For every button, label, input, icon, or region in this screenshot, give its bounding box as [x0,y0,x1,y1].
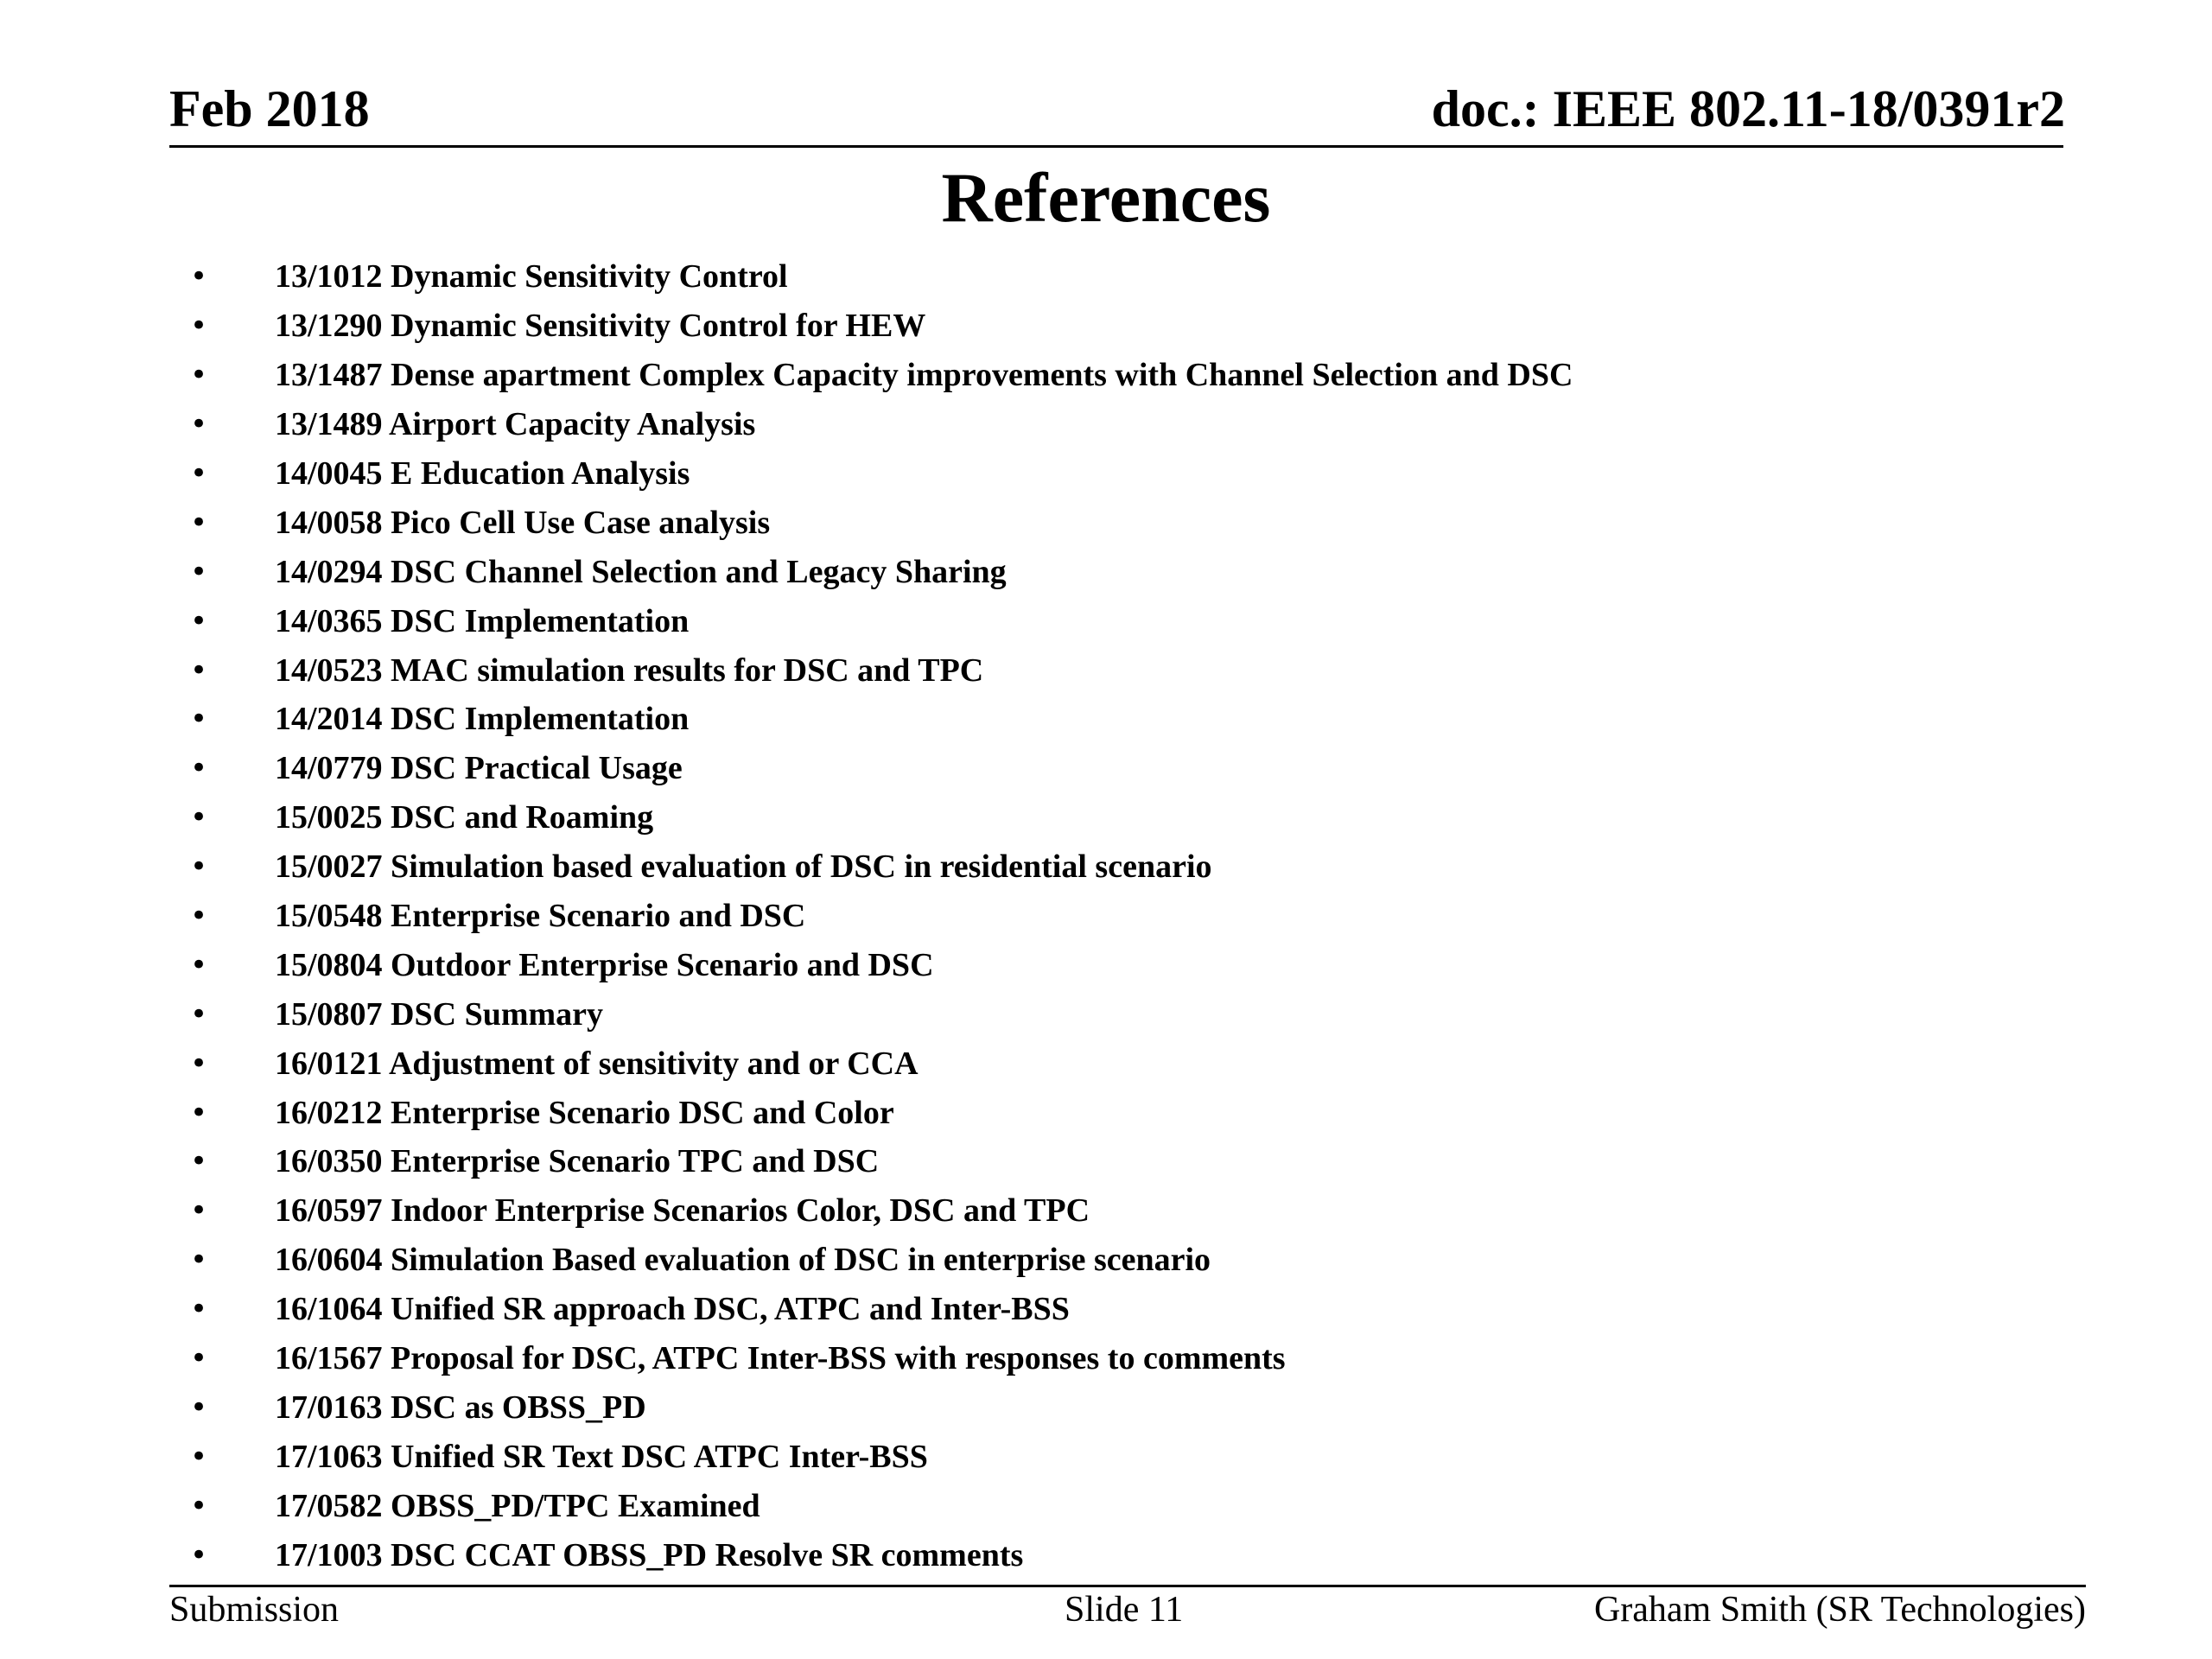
bullet-icon: • [190,1144,208,1179]
reference-item [169,1432,1573,1481]
reference-text: 16/0212 Enterprise Scenario DSC and Color [275,1094,894,1131]
reference-text: 14/0294 DSC Channel Selection and Legacy Sharing [275,553,1007,590]
bullet-icon: • [190,652,208,688]
reference-text: 17/1063 Unified SR Text DSC ATPC Inter-BSS [275,1438,928,1475]
reference-text: 14/0045 E Education Analysis [275,455,690,492]
header-doc-id: doc.: IEEE 802.11-18/0391r2 [1431,80,2065,137]
reference-item [169,498,1573,547]
bullet-icon: • [190,603,208,639]
reference-text: 14/0523 MAC simulation results for DSC and TPC [275,652,984,689]
bullet-icon: • [190,800,208,836]
reference-text: 13/1012 Dynamic Sensitivity Control [275,258,788,296]
reference-text: 15/0548 Enterprise Scenario and DSC [275,898,806,935]
reference-text: 13/1489 Airport Capacity Analysis [275,406,756,443]
bullet-icon: • [190,1095,208,1130]
header-divider [169,145,2063,148]
reference-item [169,252,1573,302]
footer-slide-number: Slide 11 [1065,1590,1184,1630]
reference-item [169,1236,1573,1285]
reference-text: 16/0597 Indoor Enterprise Scenarios Color, DSC and TPC [275,1192,1090,1230]
bullet-icon: • [190,554,208,589]
reference-text: 15/0027 Simulation based evaluation of DSC in residential scenario [275,849,1212,886]
reference-text: 15/0804 Outdoor Enterprise Scenario and DSC [275,946,934,983]
reference-item [169,449,1573,499]
bullet-icon: • [190,1341,208,1376]
bullet-icon: • [190,751,208,786]
reference-item [169,1530,1573,1580]
bullet-icon: • [190,1439,208,1474]
reference-item [169,989,1573,1039]
reference-text: 14/0365 DSC Implementation [275,602,690,639]
reference-item [169,1088,1573,1137]
bullet-icon: • [190,996,208,1032]
reference-item [169,793,1573,842]
bullet-icon: • [190,899,208,934]
reference-text: 14/2014 DSC Implementation [275,701,690,738]
bullet-icon: • [190,1243,208,1278]
bullet-icon: • [190,1389,208,1425]
bullet-icon: • [190,1537,208,1573]
reference-item [169,892,1573,941]
reference-item [169,1039,1573,1088]
footer-divider [169,1585,2086,1587]
bullet-icon: • [190,702,208,737]
bullet-icon: • [190,1046,208,1081]
reference-text: 16/1064 Unified SR approach DSC, ATPC and Inter-BSS [275,1291,1070,1328]
reference-item [169,547,1573,596]
reference-text: 17/0582 OBSS_PD/TPC Examined [275,1487,760,1524]
reference-item [169,695,1573,744]
reference-item [169,744,1573,793]
bullet-icon: • [190,1292,208,1327]
reference-text: 16/0350 Enterprise Scenario TPC and DSC [275,1143,880,1180]
reference-text: 14/0058 Pico Cell Use Case analysis [275,504,771,541]
reference-text: 17/0163 DSC as OBSS_PD [275,1389,646,1426]
reference-item [169,400,1573,449]
bullet-icon: • [190,849,208,885]
bullet-icon: • [190,259,208,295]
reference-item [169,1285,1573,1334]
reference-text: 14/0779 DSC Practical Usage [275,750,683,787]
reference-text: 15/0025 DSC and Roaming [275,799,654,836]
bullet-icon: • [190,1193,208,1229]
reference-item [169,940,1573,989]
bullet-icon: • [190,456,208,491]
bullet-icon: • [190,308,208,344]
reference-item [169,1382,1573,1432]
reference-item [169,842,1573,892]
reference-item [169,1137,1573,1186]
reference-text: 16/0604 Simulation Based evaluation of DSC in enterprise scenario [275,1242,1211,1279]
header-date: Feb 2018 [169,80,370,137]
reference-item [169,302,1573,351]
reference-text: 13/1487 Dense apartment Complex Capacity improvements with Channel Selection and DSC [275,357,1573,394]
reference-item [169,596,1573,645]
footer-submission: Submission [169,1590,340,1630]
reference-text: 17/1003 DSC CCAT OBSS_PD Resolve SR comments [275,1536,1024,1573]
reference-item [169,1481,1573,1530]
reference-item [169,645,1573,695]
reference-text: 15/0807 DSC Summary [275,995,604,1033]
bullet-icon: • [190,505,208,540]
bullet-icon: • [190,358,208,393]
bullet-icon: • [190,1488,208,1523]
reference-item [169,1186,1573,1236]
footer-author: Graham Smith (SR Technologies) [1593,1590,2086,1630]
reference-list [169,252,1573,1580]
slide-title: References [941,158,1271,237]
bullet-icon: • [190,947,208,982]
reference-item [169,351,1573,400]
bullet-icon: • [190,407,208,442]
reference-item [169,1334,1573,1383]
reference-text: 16/1567 Proposal for DSC, ATPC Inter-BSS with responses to comments [275,1340,1286,1377]
reference-text: 13/1290 Dynamic Sensitivity Control for HEW [275,308,926,345]
reference-text: 16/0121 Adjustment of sensitivity and or CCA [275,1045,918,1082]
